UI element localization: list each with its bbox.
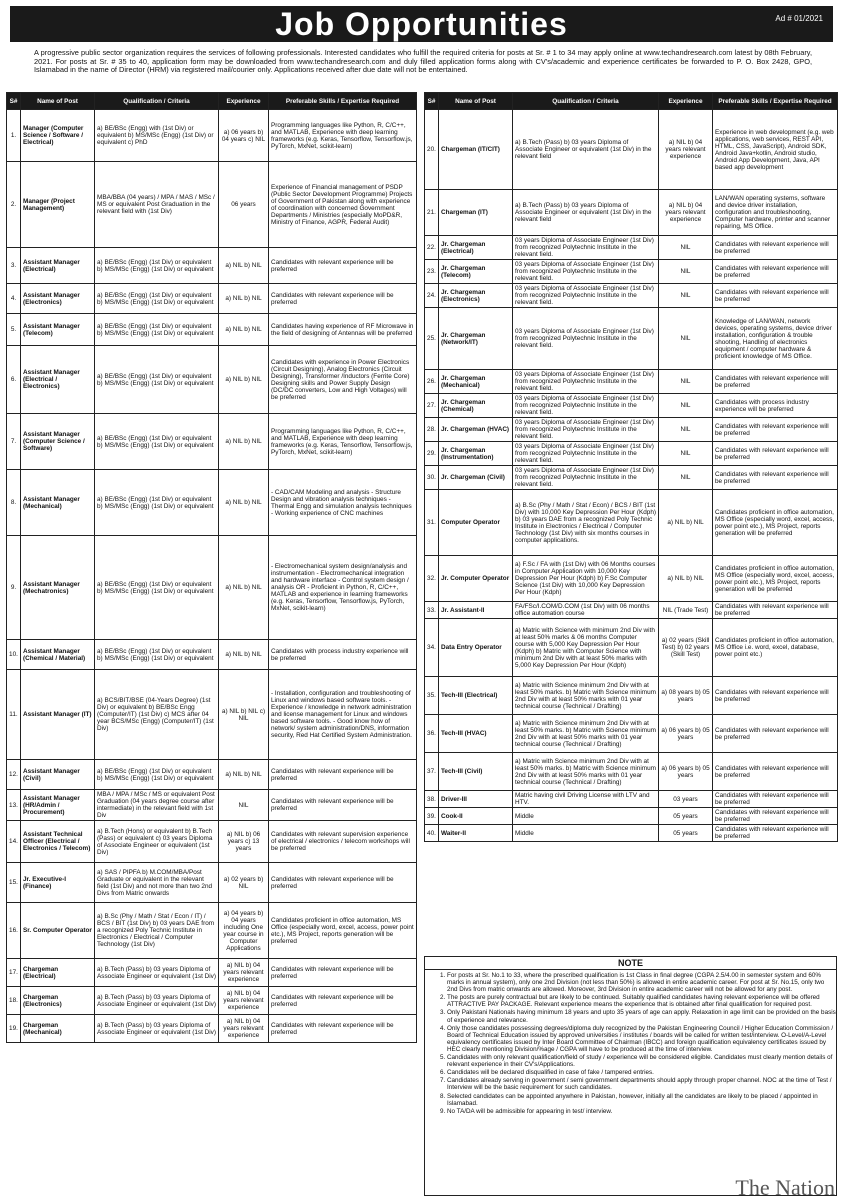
cell-qualification: a) BE/BSc (Engg) (1st Div) or equivalent b) MS/MSc (Engg) (1st Div) or equivalent <box>95 536 219 640</box>
table-row <box>7 414 417 470</box>
table-header-row <box>7 93 417 110</box>
note-item: 5. Candidates with only relevant qualification/field of study / experience will be considered eligible. Candidates must clearly mention details of relevant experience in their CV's/Applications. <box>447 1054 836 1068</box>
cell-experience: NIL <box>659 394 713 418</box>
cell-skills: Candidates with relevant experience will be preferred <box>713 370 838 394</box>
cell-post: Tech-III (Electrical) <box>439 677 513 715</box>
cell-skills: Candidates proficient in office automation, MS Office (especially word, excel, access, power point etc.), MS Project, reports generation will be preferred <box>269 903 417 959</box>
cell-skills: Candidates with relevant experience will be preferred <box>269 987 417 1015</box>
cell-post: Sr. Computer Operator <box>21 903 95 959</box>
cell-post: Assistant Manager (Electrical) <box>21 248 95 284</box>
cell-qualification: MBA/BBA (04 years) / MPA / MAS / MSc / MS or equivalent Post Graduation in the relevant field with (1st Div) <box>95 162 219 248</box>
table-row <box>7 640 417 670</box>
cell-experience: a) NIL b) NIL <box>219 470 269 536</box>
cell-sr: 7. <box>7 414 21 470</box>
cell-sr: 32. <box>425 556 439 602</box>
table-row <box>425 466 838 490</box>
table-row <box>7 284 417 314</box>
cell-experience: a) NIL b) NIL <box>659 490 713 556</box>
cell-post: Manager (Computer Science / Software / Electrical) <box>21 110 95 162</box>
cell-experience: NIL <box>659 308 713 370</box>
cell-post: Jr. Chargeman (Mechanical) <box>439 370 513 394</box>
cell-qualification: Middle <box>513 808 659 825</box>
table-row <box>425 308 838 370</box>
cell-sr: 38. <box>425 791 439 808</box>
cell-experience: a) 02 years b) NIL <box>219 863 269 903</box>
table-row <box>425 619 838 677</box>
cell-qualification: a) B.Tech (Pass) b) 03 years Diploma of Associate Engineer or equivalent (1st Div) <box>95 1015 219 1043</box>
cell-post: Manager (Project Management) <box>21 162 95 248</box>
cell-post: Assistant Manager (Electrical / Electronics) <box>21 346 95 414</box>
table-row <box>7 470 417 536</box>
cell-experience: a) 06 years b) 05 years <box>659 753 713 791</box>
cell-sr: 40. <box>425 825 439 842</box>
cell-qualification: MBA / MPA / MSc / MS or equivalent Post Graduation (04 years degree course after intermediate) in the relevant field with 1st Div <box>95 790 219 821</box>
cell-qualification: Middle <box>513 825 659 842</box>
cell-experience: a) NIL b) NIL <box>219 760 269 790</box>
cell-post: Jr. Chargeman (Electronics) <box>439 284 513 308</box>
table-row <box>7 760 417 790</box>
cell-experience: a) NIL b) 04 years relevant experience <box>219 1015 269 1043</box>
cell-post: Jr. Executive-I (Finance) <box>21 863 95 903</box>
cell-qualification: a) BE/BSc (Engg) (1st Div) or equivalent b) MS/MSc (Engg) (1st Div) or equivalent <box>95 248 219 284</box>
cell-post: Chargeman (Electronics) <box>21 987 95 1015</box>
cell-qualification: a) BE/BSc (Engg) (1st Div) or equivalent b) MS/MSc (Engg) (1st Div) or equivalent <box>95 470 219 536</box>
cell-skills: Candidates with relevant experience will be preferred <box>269 863 417 903</box>
cell-skills: Experience of Financial management of PSDP (Public Sector Development Programme) Projects of Government of Pakistan along with experience of coordination with concerned Government Departments / Ministries (especially MoPD&R, Ministry of Finance, AGPR, Federal Audit) <box>269 162 417 248</box>
cell-qualification: 03 years Diploma of Associate Engineer (1st Div) from recognized Polytechnic Institute in the relevant field. <box>513 394 659 418</box>
cell-skills: Candidates with relevant experience will be preferred <box>713 602 838 619</box>
cell-skills: - Installation, configuration and troubleshooting of Linux and windows based software tools. - Experience / knowledge in network administration and license management for Linux and windows based software tools. - Good know how of network/ system administration/DNS, information security, Red Hat Certified System Administration. <box>269 670 417 760</box>
cell-experience: a) NIL b) NIL <box>219 346 269 414</box>
cell-sr: 31. <box>425 490 439 556</box>
cell-post: Assistant Manager (Civil) <box>21 760 95 790</box>
table-row <box>7 863 417 903</box>
cell-sr: 37. <box>425 753 439 791</box>
cell-qualification: a) B.Tech (Pass) b) 03 years Diploma of Associate Engineer or equivalent (1st Div) <box>95 987 219 1015</box>
cell-qualification: a) SAS / PIPFA b) M.COM/MBA/Post Graduate or equivalent in the relevant field (1st Div) and not more than two 2nd Divs from Matric onwards <box>95 863 219 903</box>
cell-sr: 18. <box>7 987 21 1015</box>
table-row <box>425 394 838 418</box>
cell-skills: Candidates with relevant experience will be preferred <box>269 790 417 821</box>
cell-sr: 17. <box>7 959 21 987</box>
cell-experience: NIL <box>659 236 713 260</box>
cell-post: Assistant Manager (Mechatronics) <box>21 536 95 640</box>
cell-sr: 14. <box>7 821 21 863</box>
cell-skills: Candidates with relevant experience will be preferred <box>269 959 417 987</box>
cell-experience: a) NIL b) 04 years relevant experience <box>659 110 713 190</box>
cell-qualification: a) BE/BSc (Engg) with (1st Div) or equivalent b) MS/MSc (Engg) (1st Div) or equivalent c) PhD <box>95 110 219 162</box>
cell-experience: a) 06 years b) 05 years <box>659 715 713 753</box>
cell-post: Jr. Computer Operator <box>439 556 513 602</box>
cell-skills: Candidates with relevant experience will be preferred <box>269 284 417 314</box>
cell-skills: Candidates with relevant experience will be preferred <box>713 236 838 260</box>
cell-experience: a) NIL b) NIL <box>219 314 269 346</box>
cell-skills: Candidates with relevant experience will be preferred <box>713 791 838 808</box>
column-header-experience: Experience <box>219 93 269 110</box>
cell-skills: Candidates with relevant experience will be preferred <box>713 825 838 842</box>
note-item: 8. Selected candidates can be appointed anywhere in Pakistan, however, initially all the candidates are likely to be placed / appointed in Islamabad. <box>447 1093 836 1107</box>
cell-qualification: a) BE/BSc (Engg) (1st Div) or equivalent b) MS/MSc (Engg) (1st Div) or equivalent <box>95 414 219 470</box>
cell-sr: 26. <box>425 370 439 394</box>
cell-experience: a) NIL b) NIL <box>659 556 713 602</box>
note-item: 4. Only those candidates possessing degrees/diploma duly recognized by the Pakistan Engineering Council / Higher Education Commission / Board of Technical Education issued by approved universities / institutes / boards will be called for written test/interview. O-Level/A-Level equivalency certificates issued by Inter Board Committee of Chairman (IBCC) and foreign qualification equivalency certificates issued by HEC clearly mentioning Division/%age / CGPA will have to be produced at the time of interview. <box>447 1025 836 1053</box>
cell-sr: 35. <box>425 677 439 715</box>
cell-qualification: a) B.Tech (Hons) or equivalent b) B.Tech (Pass) or equivalent c) 03 years Diploma of Associate Engineer or equivalent (1st Div) <box>95 821 219 863</box>
table-row <box>7 670 417 760</box>
cell-sr: 34. <box>425 619 439 677</box>
notes-title: NOTE <box>425 957 836 970</box>
cell-sr: 5. <box>7 314 21 346</box>
cell-skills: Programming languages like Python, R, C/C++, and MATLAB, Experience with deep learning frameworks (e.g. Keras, Tensorflow, Tensorflow.js, PyTorch, MxNet, scikit-learn) <box>269 414 417 470</box>
column-header-skills: Preferable Skills / Expertise Required <box>269 93 417 110</box>
table-row <box>425 110 838 190</box>
table-row <box>425 490 838 556</box>
column-header-sr: S# <box>7 93 21 110</box>
cell-sr: 13. <box>7 790 21 821</box>
cell-sr: 11. <box>7 670 21 760</box>
note-item: 3. Only Pakistani Nationals having minimum 18 years and upto 35 years of age can apply. Relaxation in age limit can be provided on the basis of experience and relevance. <box>447 1009 836 1023</box>
cell-post: Chargeman (IT/CIT) <box>439 110 513 190</box>
table-row <box>425 791 838 808</box>
table-body <box>7 110 417 1043</box>
note-item: 6. Candidates will be declared disqualified in case of fake / tampered entries. <box>447 1069 836 1076</box>
cell-skills: Knowledge of LAN/WAN, network devices, operating systems, device driver installation, configuration & trouble shooting, Handling of electronics equipment / computer hardware & proficient knowledge of MS Office. <box>713 308 838 370</box>
table-header-row <box>425 93 838 110</box>
cell-qualification: a) B.Tech (Pass) b) 03 years Diploma of Associate Engineer or equivalent (1st Div) in the relevant field <box>513 190 659 236</box>
cell-experience: NIL <box>659 370 713 394</box>
cell-experience: a) NIL b) NIL <box>219 536 269 640</box>
cell-sr: 28. <box>425 418 439 442</box>
cell-skills: Candidates with relevant supervision experience of electrical / electronics / telecom workshops will be preferred <box>269 821 417 863</box>
cell-sr: 30. <box>425 466 439 490</box>
cell-experience: NIL <box>219 790 269 821</box>
cell-qualification: 03 years Diploma of Associate Engineer (1st Div) from recognized Polytechnic Institute in the relevant field. <box>513 370 659 394</box>
cell-skills: Programming languages like Python, R, C/C++, and MATLAB, Experience with deep learning frameworks (e.g. Keras, Tensorflow, Tensorflow.js, PyTorch, MxNet, scikit-learn) <box>269 110 417 162</box>
cell-qualification: 03 years Diploma of Associate Engineer (1st Div) from recognized Polytechnic Institute in the relevant field. <box>513 466 659 490</box>
table-row <box>7 346 417 414</box>
cell-post: Data Entry Operator <box>439 619 513 677</box>
table-row <box>425 190 838 236</box>
cell-post: Driver-III <box>439 791 513 808</box>
cell-post: Waiter-II <box>439 825 513 842</box>
note-item: 1. For posts at Sr. No.1 to 33, where the prescribed qualification is 1st Class in final degree (CGPA 2.5/4.00 in semester system and 60% marks in annual system), only one 2nd Division (not less than 50%) is allowed in entire academic career. For post at Sr. No.15, only two 2nd Divs from matric onwards are allowed. Moreover, 3rd Division in entire academic career will not be allowed for any post. <box>447 972 836 993</box>
cell-sr: 39. <box>425 808 439 825</box>
cell-sr: 22. <box>425 236 439 260</box>
cell-sr: 12. <box>7 760 21 790</box>
cell-skills: Candidates with relevant experience will be preferred <box>713 808 838 825</box>
page-title: Job Opportunities <box>275 5 568 42</box>
table-row <box>425 602 838 619</box>
table-row <box>425 825 838 842</box>
cell-sr: 6. <box>7 346 21 414</box>
cell-qualification: 03 years Diploma of Associate Engineer (1st Div) from recognized Polytechnic Institute in the relevant field. <box>513 308 659 370</box>
cell-sr: 20. <box>425 110 439 190</box>
cell-sr: 21. <box>425 190 439 236</box>
cell-experience: 05 years <box>659 825 713 842</box>
table-row <box>7 162 417 248</box>
cell-skills: LAN/WAN operating systems, software and device driver installation, configuration and troubleshooting, Computer hardware, printer and scanner repairing, MS Office. <box>713 190 838 236</box>
cell-qualification: a) Matric with Science with minimum 2nd Div with at least 50% marks & 06 months Computer course with 5,000 Key Depression Per Hour (Kdph) b) Matric with Computer Science with minimum 2nd Div with at least 50% marks with 5,000 Key Depression Per Hour (Kdph) <box>513 619 659 677</box>
cell-experience: a) NIL b) 04 years relevant experience <box>659 190 713 236</box>
table-row <box>7 536 417 640</box>
cell-post: Cook-II <box>439 808 513 825</box>
cell-skills: - Electromechanical system design/analysis and instrumentation - Electromechanical integration and hardware interface - Control system design / analysis OR - Proficient in Python, R, C/C++, MATLAB and experience in learning frameworks (e.g. Keras, Tensorflow, Tensorflow.js, PyTorch, MxNet, scikit-learn) <box>269 536 417 640</box>
cell-qualification: 03 years Diploma of Associate Engineer (1st Div) from recognized Polytechnic Institute in the relevant field. <box>513 236 659 260</box>
cell-experience: a) NIL b) 04 years relevant experience <box>219 959 269 987</box>
cell-experience: 06 years <box>219 162 269 248</box>
cell-experience: NIL <box>659 260 713 284</box>
cell-experience: a) NIL b) 04 years relevant experience <box>219 987 269 1015</box>
cell-experience: NIL <box>659 284 713 308</box>
table-row <box>425 677 838 715</box>
cell-qualification: a) BE/BSc (Engg) (1st Div) or equivalent b) MS/MSc (Engg) (1st Div) or equivalent <box>95 760 219 790</box>
column-header-skills: Preferable Skills / Expertise Required <box>713 93 838 110</box>
cell-sr: 8. <box>7 470 21 536</box>
cell-sr: 10. <box>7 640 21 670</box>
cell-sr: 1. <box>7 110 21 162</box>
cell-skills: Candidates with relevant experience will be preferred <box>269 760 417 790</box>
cell-sr: 19. <box>7 1015 21 1043</box>
notes-list <box>425 972 836 1115</box>
cell-post: Assistant Manager (IT) <box>21 670 95 760</box>
title-banner <box>10 6 833 42</box>
cell-experience: NIL <box>659 418 713 442</box>
cell-experience: NIL <box>659 442 713 466</box>
cell-experience: a) 02 years (Skill Test) b) 02 years (Skill Test) <box>659 619 713 677</box>
cell-experience: 05 years <box>659 808 713 825</box>
cell-sr: 24. <box>425 284 439 308</box>
cell-post: Tech-III (Civil) <box>439 753 513 791</box>
cell-skills: Candidates with relevant experience will be preferred <box>713 418 838 442</box>
table-row <box>7 903 417 959</box>
cell-post: Chargeman (Electrical) <box>21 959 95 987</box>
cell-post: Chargeman (IT) <box>439 190 513 236</box>
cell-experience: a) NIL b) NIL c) NIL <box>219 670 269 760</box>
cell-skills: Candidates having experience of RF Microwave in the field of designing of Antennas will be preferred <box>269 314 417 346</box>
cell-skills: Candidates with relevant experience will be preferred <box>713 260 838 284</box>
note-item: 7. Candidates already serving in government / semi government departments should apply through proper channel. NOC at the time of Test / Interview will be the basic requirement for such candidates. <box>447 1077 836 1091</box>
table-row <box>425 370 838 394</box>
newspaper-logo: The Nation <box>735 1175 835 1200</box>
cell-sr: 9. <box>7 536 21 640</box>
column-header-experience: Experience <box>659 93 713 110</box>
table-row <box>425 715 838 753</box>
cell-post: Jr. Chargeman (Telecom) <box>439 260 513 284</box>
cell-qualification: 03 years Diploma of Associate Engineer (1st Div) from recognized Polytechnic Institute in the relevant field. <box>513 260 659 284</box>
cell-qualification: a) BCS/BIT/BSE (04-Years Degree) (1st Div) or equivalent b) BE/BSc Engg (Computer/IT) (1st Div) c) MCS after 04 year BCS/MSc (Engg) (Computer/IT) (1st Div) <box>95 670 219 760</box>
column-header-post: Name of Post <box>21 93 95 110</box>
table-row <box>7 1015 417 1043</box>
column-header-post: Name of Post <box>439 93 513 110</box>
cell-post: Assistant Manager (Chemical / Material) <box>21 640 95 670</box>
cell-post: Assistant Manager (Electronics) <box>21 284 95 314</box>
cell-qualification: a) B.Sc (Phy / Math / Stat / Econ) / BCS / BIT (1st Div) with 10,000 Key Depression Per Hour (Kdph) b) 03 years DAE from a recognized Poly Technic Institute in Electronics / Electrical / Computer Technology (1st Div) with six months courses in computer applications. <box>513 490 659 556</box>
cell-post: Jr. Chargeman (Chemical) <box>439 394 513 418</box>
table-row <box>7 314 417 346</box>
cell-skills: Candidates with relevant experience will be preferred <box>713 715 838 753</box>
table-row <box>425 753 838 791</box>
cell-post: Jr. Chargeman (Instrumentation) <box>439 442 513 466</box>
column-header-sr: S# <box>425 93 439 110</box>
cell-skills: Candidates with relevant experience will be preferred <box>713 677 838 715</box>
cell-sr: 2. <box>7 162 21 248</box>
cell-post: Jr. Chargeman (Network/IT) <box>439 308 513 370</box>
cell-post: Assistant Manager (HR/Admin / Procurement) <box>21 790 95 821</box>
cell-experience: a) NIL b) NIL <box>219 640 269 670</box>
cell-post: Assistant Technical Officer (Electrical / Electronics / Telecom) <box>21 821 95 863</box>
cell-post: Assistant Manager (Mechanical) <box>21 470 95 536</box>
cell-experience: a) NIL b) NIL <box>219 248 269 284</box>
cell-qualification: a) Matric with Science minimum 2nd Div with at least 50% marks. b) Matric with Science minimum 2nd Div with at least 50% marks with 01 year technical course (Technical / Drafting) <box>513 753 659 791</box>
cell-qualification: a) BE/BSc (Engg) (1st Div) or equivalent b) MS/MSc (Engg) (1st Div) or equivalent <box>95 640 219 670</box>
table-row <box>425 284 838 308</box>
cell-skills: Candidates proficient in office automation, MS Office (especially word, excel, access, power point etc.), MS Project, reports generation will be preferred <box>713 490 838 556</box>
cell-qualification: a) BE/BSc (Engg) (1st Div) or equivalent b) MS/MSc (Engg) (1st Div) or equivalent <box>95 314 219 346</box>
cell-qualification: a) Matric with Science minimum 2nd Div with at least 50% marks. b) Matric with Science minimum 2nd Div with at least 50% marks with 01 year technical course (Technical / Drafting) <box>513 677 659 715</box>
cell-experience: a) 06 years b) 04 years c) NIL <box>219 110 269 162</box>
cell-sr: 15. <box>7 863 21 903</box>
cell-post: Chargeman (Mechanical) <box>21 1015 95 1043</box>
cell-qualification: a) BE/BSc (Engg) (1st Div) or equivalent b) MS/MSc (Engg) (1st Div) or equivalent <box>95 284 219 314</box>
table-row <box>425 236 838 260</box>
cell-experience: a) NIL b) NIL <box>219 284 269 314</box>
table-row <box>425 418 838 442</box>
cell-sr: 29. <box>425 442 439 466</box>
table-row <box>7 987 417 1015</box>
column-header-qualification: Qualification / Criteria <box>513 93 659 110</box>
cell-qualification: 03 years Diploma of Associate Engineer (1st Div) from recognized Polytechnic Institute in the relevant field. <box>513 442 659 466</box>
cell-skills: Candidates with relevant experience will be preferred <box>269 1015 417 1043</box>
intro-paragraph: A progressive public sector organization requires the services of following professionals. Interested candidates who fulfill the required criteria for posts at Sr. # 1 to 34 may apply online at www.techandresearch.com latest by 08th February, 2021. For posts at Sr. # 35 to 40, application form may be downloaded from www.techandresearch.com and duly filled application forms along with CV's/academic and experience certificates be forwarded to P. O. Box 2428, GPO, Islamabad in the name of Director (HRM) via registered mail/courier only. Applications received after due date will not be entertained. <box>34 48 812 75</box>
cell-experience: a) 08 years b) 05 years <box>659 677 713 715</box>
jobs-table-right <box>424 92 838 842</box>
cell-skills: Candidates proficient in office automation, MS Office (especially word, excel, access, power point etc.), MS Project, reports generation will be preferred <box>713 556 838 602</box>
cell-post: Jr. Assistant-II <box>439 602 513 619</box>
cell-skills: Candidates with relevant experience will be preferred <box>269 248 417 284</box>
cell-post: Computer Operator <box>439 490 513 556</box>
cell-experience: a) NIL b) 06 years c) 13 years <box>219 821 269 863</box>
table-row <box>425 260 838 284</box>
cell-post: Assistant Manager (Computer Science / Software) <box>21 414 95 470</box>
cell-post: Tech-III (HVAC) <box>439 715 513 753</box>
cell-sr: 33. <box>425 602 439 619</box>
cell-qualification: a) BE/BSc (Engg) (1st Div) or equivalent b) MS/MSc (Engg) (1st Div) or equivalent <box>95 346 219 414</box>
note-item: 9. No TA/DA will be admissible for appearing in test/ interview. <box>447 1108 836 1115</box>
cell-skills: Candidates with process industry experience will be preferred <box>713 394 838 418</box>
note-item: 2. The posts are purely contractual but are likely to be continued. Suitably qualified candidates having relevant experience will be offered ATTRACTIVE PAY PACKAGE. Relevant experience means the experience that is obtained after final qualification for required post. <box>447 994 836 1008</box>
cell-sr: 23. <box>425 260 439 284</box>
cell-experience: a) NIL b) NIL <box>219 414 269 470</box>
cell-sr: 16. <box>7 903 21 959</box>
table-row <box>425 442 838 466</box>
cell-skills: Candidates with experience in Power Electronics (Circuit Designing), Analog Electronics (Circuit Designing), Transformer /Inductors (Ferrite Core) Designing skills and Power Supply Design (DC/DC converters, Low and High Voltages) will be preferred <box>269 346 417 414</box>
cell-experience: NIL <box>659 466 713 490</box>
cell-post: Jr. Chargeman (Electrical) <box>439 236 513 260</box>
cell-skills: Candidates with relevant experience will be preferred <box>713 753 838 791</box>
cell-skills: Candidates with process industry experience will be preferred <box>269 640 417 670</box>
cell-qualification: a) B.Sc (Phy / Math / Stat / Econ / IT) / BCS / BIT (1st Div) b) 03 years DAE from a recognized Poly Technic Institute in Electronics / Electrical / Computer Technology (1st Div) <box>95 903 219 959</box>
jobs-table-left <box>6 92 417 1043</box>
cell-skills: Experience in web development (e.g. web applications, web services, REST API, HTML, CSS, JavaScript), Android SDK, Android Java+kotlin, Android studio, Android App Development, Java, API based app development <box>713 110 838 190</box>
cell-skills: Candidates with relevant experience will be preferred <box>713 466 838 490</box>
table-row <box>7 821 417 863</box>
cell-qualification: 03 years Diploma of Associate Engineer (1st Div) from recognized Polytechnic Institute in the relevant field. <box>513 418 659 442</box>
cell-qualification: a) Matric with Science minimum 2nd Div with at least 50% marks. b) Matric with Science minimum 2nd Div with at least 50% marks with 01 year technical course (Technical / Drafting) <box>513 715 659 753</box>
cell-post: Jr. Chargeman (Civil) <box>439 466 513 490</box>
cell-skills: Candidates with relevant experience will be preferred <box>713 442 838 466</box>
cell-qualification: FA/FSc/I.COM/D.COM (1st Div) with 06 months office automation course <box>513 602 659 619</box>
table-row <box>425 556 838 602</box>
table-row <box>7 110 417 162</box>
cell-qualification: a) F.Sc / FA with (1st Div) with 06 Months courses in Computer Application with 10,000 Key Depression Per Hour (Kdph) b) F.Sc Computer Science (1st Div) with 10,000 Key Depression Per Hour (Kdph) <box>513 556 659 602</box>
table-body <box>425 110 838 842</box>
cell-sr: 4. <box>7 284 21 314</box>
column-header-qualification: Qualification / Criteria <box>95 93 219 110</box>
table-row <box>7 790 417 821</box>
cell-sr: 27. <box>425 394 439 418</box>
cell-skills: Candidates proficient in office automation, MS Office i.e. word, excel, database, power point etc.) <box>713 619 838 677</box>
cell-skills: - CAD/CAM Modeling and analysis - Structure Design and vibration analysis techniques - Thermal Engg and simulation analysis techniques - Working experience of CNC machines <box>269 470 417 536</box>
cell-sr: 3. <box>7 248 21 284</box>
cell-qualification: Matric having civil Driving License with LTV and HTV. <box>513 791 659 808</box>
cell-experience: 03 years <box>659 791 713 808</box>
ad-number: Ad # 01/2021 <box>775 14 823 23</box>
cell-sr: 25. <box>425 308 439 370</box>
cell-skills: Candidates with relevant experience will be preferred <box>713 284 838 308</box>
cell-qualification: a) B.Tech (Pass) b) 03 years Diploma of Associate Engineer or equivalent (1st Div) <box>95 959 219 987</box>
table-row <box>425 808 838 825</box>
cell-post: Jr. Chargeman (HVAC) <box>439 418 513 442</box>
table-row <box>7 248 417 284</box>
cell-experience: a) 04 years b) 04 years including One year course in Computer Applications <box>219 903 269 959</box>
cell-qualification: a) B.Tech (Pass) b) 03 years Diploma of Associate Engineer or equivalent (1st Div) in the relevant field <box>513 110 659 190</box>
notes-section <box>424 956 837 1196</box>
cell-sr: 36. <box>425 715 439 753</box>
cell-experience: NIL (Trade Test) <box>659 602 713 619</box>
cell-qualification: 03 years Diploma of Associate Engineer (1st Div) from recognized Polytechnic Institute in the relevant field. <box>513 284 659 308</box>
table-row <box>7 959 417 987</box>
cell-post: Assistant Manager (Telecom) <box>21 314 95 346</box>
